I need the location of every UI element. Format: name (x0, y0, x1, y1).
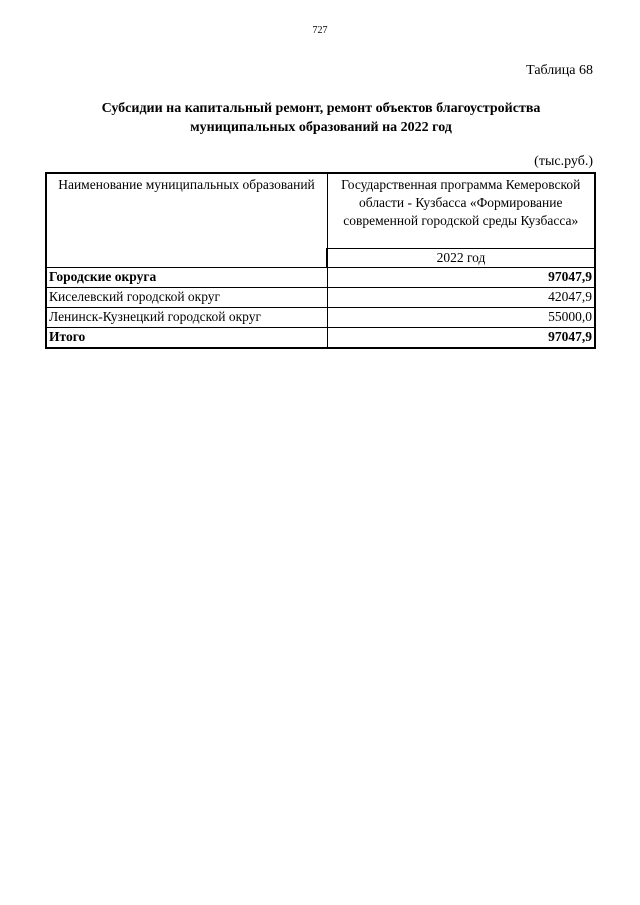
subsidies-table (45, 172, 596, 349)
header-program-column: Государственная программа Кемеровской области - Кузбасса «Формирование современной городской среды Кузбасса» (327, 173, 595, 249)
table-row (46, 308, 595, 328)
total-name: Итого (46, 328, 327, 349)
table-row (46, 288, 595, 308)
row-value: 97047,9 (327, 268, 595, 288)
row-value: 42047,9 (327, 288, 595, 308)
unit-label: (тыс.руб.) (534, 154, 593, 169)
header-name-column: Наименование муниципальных образований (46, 173, 327, 268)
row-value: 55000,0 (327, 308, 595, 328)
table-total-row (46, 328, 595, 349)
page-number: 727 (312, 25, 328, 36)
table-row (46, 268, 595, 288)
table-label: Таблица 68 (526, 63, 593, 78)
header-year-column: 2022 год (327, 249, 595, 268)
title-line-2: муниципальных образований на 2022 год (190, 120, 452, 135)
title-line-1: Субсидии на капитальный ремонт, ремонт объектов благоустройства (101, 101, 541, 116)
row-name: Киселевский городской округ (46, 288, 327, 308)
document-title (46, 99, 596, 137)
table-header-row (46, 173, 595, 249)
row-name: Городские округа (46, 268, 327, 288)
total-value: 97047,9 (327, 328, 595, 349)
row-name: Ленинск-Кузнецкий городской округ (46, 308, 327, 328)
